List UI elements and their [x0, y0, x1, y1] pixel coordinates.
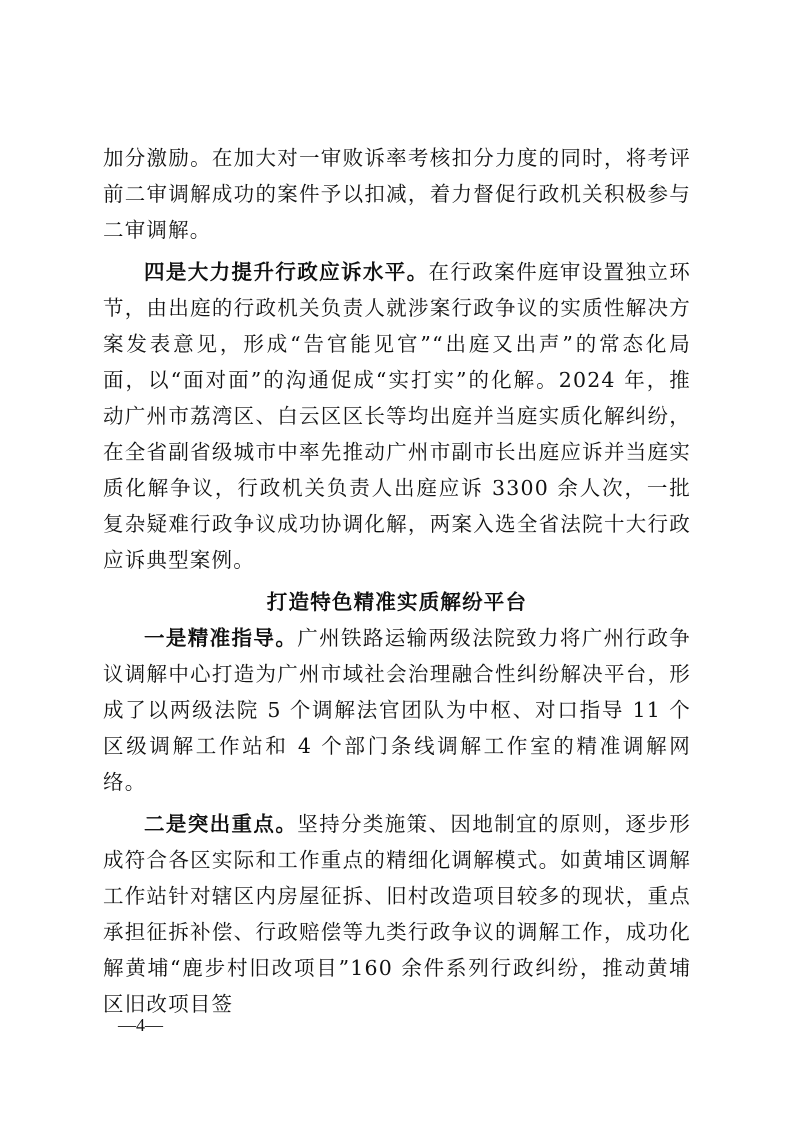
paragraph-administrative-response	[103, 254, 691, 578]
page-number: —4—	[118, 1015, 163, 1035]
paragraph-lead: 四是大力提升行政应诉水平。	[144, 260, 429, 284]
document-body	[103, 140, 691, 1022]
paragraph-text: 加分激励。在加大对一审败诉率考核扣分力度的同时，将考评前二审调解成功的案件予以扣减，着力督促行政机关积极参与二审调解。	[103, 146, 691, 242]
paragraph-lead: 一是精准指导。	[144, 626, 298, 650]
paragraph-lead: 二是突出重点。	[144, 812, 298, 836]
paragraph-continuation	[103, 140, 691, 248]
paragraph-text: 广州铁路运输两级法院致力将广州行政争议调解中心打造为广州市域社会治理融合性纠纷解决平台，形成了以两级法院 5 个调解法官团队为中枢、对口指导 11 个区级调解工作站和 4 个部门条线调解工作室的精准调解网络。	[103, 626, 691, 794]
paragraph-highlight-focus	[103, 806, 691, 1022]
paragraph-precise-guidance	[103, 620, 691, 800]
paragraph-text: 在行政案件庭审设置独立环节，由出庭的行政机关负责人就涉案行政争议的实质性解决方案发表意见，形成“告官能见官”“出庭又出声”的常态化局面，以“面对面”的沟通促成“实打实”的化解。2024 年，推动广州市荔湾区、白云区区长等均出庭并当庭实质化解纠纷，在全省副省级城市中率先推动广州市副市长出庭应诉并当庭实质化解争议，行政机关负责人出庭应诉 3300 余人次，一批复杂疑难行政争议成功协调化解，两案入选全省法院十大行政应诉典型案例。	[103, 260, 691, 572]
section-heading: 打造特色精准实质解纷平台	[266, 590, 528, 614]
paragraph-text: 坚持分类施策、因地制宜的原则，逐步形成符合各区实际和工作重点的精细化调解模式。如黄埔区调解工作站针对辖区内房屋征拆、旧村改造项目较多的现状，重点承担征拆补偿、行政赔偿等九类行政争议的调解工作，成功化解黄埔“鹿步村旧改项目”160 余件系列行政纠纷，推动黄埔区旧改项目签	[103, 812, 691, 1016]
